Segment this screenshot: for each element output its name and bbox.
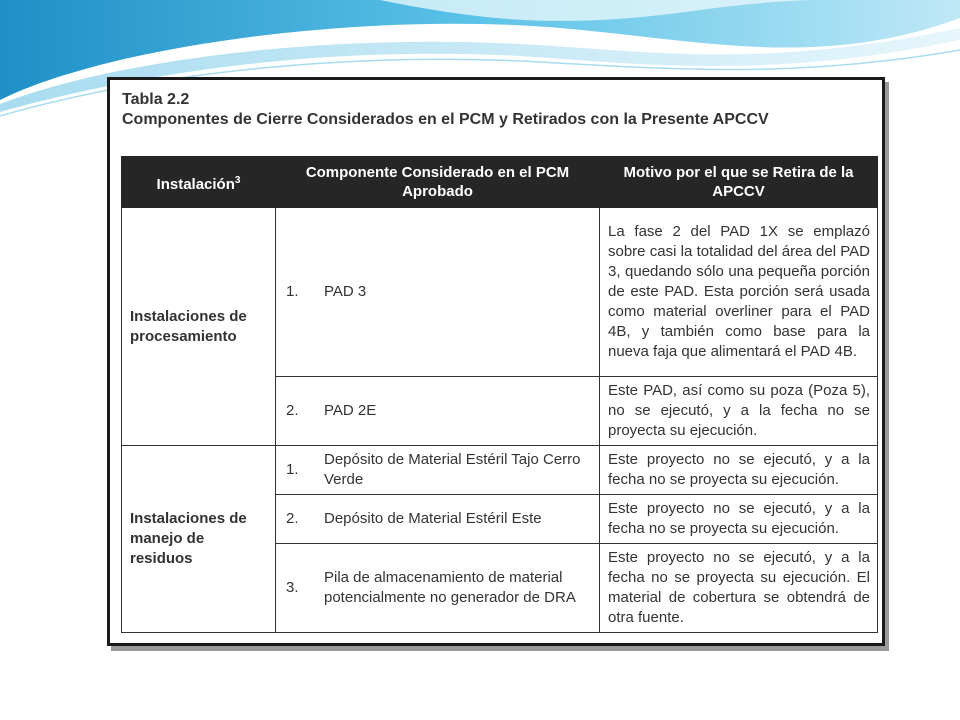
table-title: Componentes de Cierre Considerados en el PCM y Retirados con la Presente APCCV: [122, 111, 769, 128]
component-name: Pila de almacenamiento de material potencialmente no generador de DRA: [324, 569, 576, 606]
component-cell: [276, 446, 600, 495]
table-caption: [122, 90, 769, 130]
reason-cell: La fase 2 del PAD 1X se emplazó sobre casi la totalidad del área del PAD 3, quedando sólo una pequeña porción de este PAD. Esta porción será usada como material overliner para el PAD 4B, y también como base para la nueva faja que alimentará el PAD 4B.: [600, 208, 878, 377]
component-name: PAD 2E: [324, 402, 377, 419]
component-name: PAD 3: [324, 283, 367, 300]
group-cell: Instalaciones de manejo de residuos: [122, 446, 276, 633]
table-header-row: [122, 157, 878, 208]
reason-cell: Este proyecto no se ejecutó, y a la fecha no se proyecta su ejecución. El material de cobertura se obtendrá de otra fuente.: [600, 544, 878, 633]
reason-cell: Este proyecto no se ejecutó, y a la fecha no se proyecta su ejecución.: [600, 446, 878, 495]
table-row: [122, 446, 878, 495]
table-row: [122, 208, 878, 377]
header-component: Componente Considerado en el PCM Aprobado: [276, 157, 600, 208]
item-number: 2.: [286, 510, 299, 527]
closure-components-table: [121, 156, 878, 633]
item-number: 3.: [286, 579, 299, 596]
component-cell: [276, 544, 600, 633]
component-name: Depósito de Material Estéril Tajo Cerro Verde: [324, 451, 581, 488]
document-image: [107, 77, 885, 646]
component-name: Depósito de Material Estéril Este: [324, 510, 542, 527]
header-reason: Motivo por el que se Retira de la APCCV: [600, 157, 878, 208]
table-number: Tabla 2.2: [122, 91, 190, 108]
item-number: 1.: [286, 283, 299, 300]
header-installation: Instalación$^3$: [122, 157, 276, 208]
item-number: 1.: [286, 461, 299, 478]
item-number: 2.: [286, 402, 299, 419]
component-cell: [276, 377, 600, 446]
reason-cell: Este proyecto no se ejecutó, y a la fecha no se proyecta su ejecución.: [600, 495, 878, 544]
component-cell: [276, 208, 600, 377]
component-cell: [276, 495, 600, 544]
group-cell: Instalaciones de procesamiento: [122, 208, 276, 446]
reason-cell: Este PAD, así como su poza (Poza 5), no se ejecutó, y a la fecha no se proyecta su ejecución.: [600, 377, 878, 446]
